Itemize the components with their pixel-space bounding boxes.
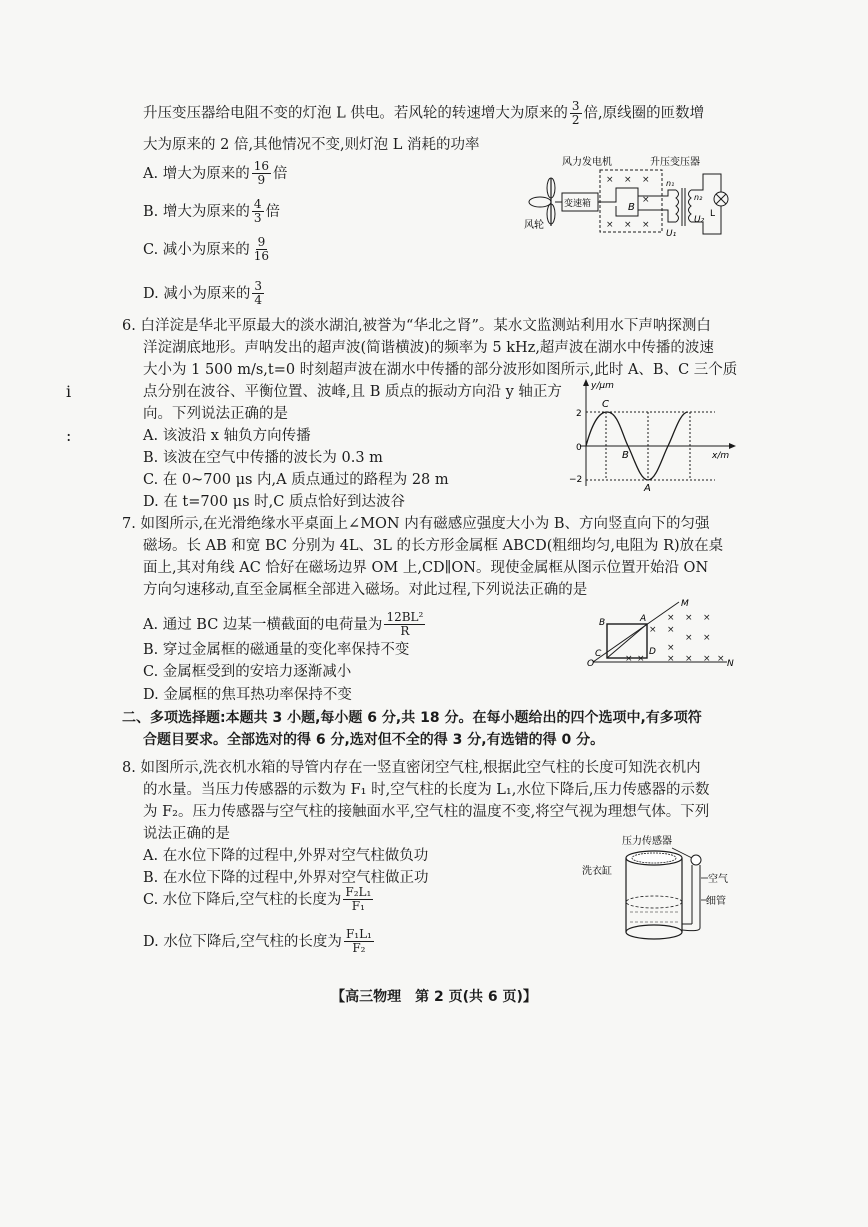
gearbox-label: 变速箱 <box>564 199 592 209</box>
q6-line-2: 洋淀湖底地形。声呐发出的超声波(简谐横波)的频率为 5 kHz,超声波在湖水中传播的波速 <box>143 340 714 356</box>
frac-den: 9 <box>257 173 266 187</box>
q7-line-4: 方向匀速移动,直至金属框全部进入磁场。对此过程,下列说法正确的是 <box>143 582 588 598</box>
point-N-label: N <box>727 659 734 669</box>
frac-num: 3 <box>571 99 580 113</box>
cross: × <box>606 220 614 230</box>
option-fraction <box>344 928 374 955</box>
cross: × <box>624 175 632 185</box>
option-suffix: 倍 <box>265 203 281 220</box>
lamp-icon <box>714 192 728 206</box>
generator-label: 风力发电机 <box>562 157 612 168</box>
q5-option-d <box>143 280 266 307</box>
frac-den: 3 <box>253 211 262 225</box>
q6-option-c: C. 在 0~700 μs 内,A 质点通过的路程为 28 m <box>143 472 449 488</box>
tube-label: 细管 <box>706 896 726 907</box>
cross: × <box>642 220 650 230</box>
q5-line1-suffix: 倍,原线圈的匝数增 <box>583 105 705 122</box>
option-fraction <box>384 611 425 638</box>
option-fraction <box>252 280 264 307</box>
section2-heading-line2: 合题目要求。全部选对的得 6 分,选对但不全的得 3 分,有选错的得 0 分。 <box>143 732 605 748</box>
cross: × <box>667 625 675 635</box>
q7-option-a <box>143 611 427 638</box>
frac-den: R <box>400 624 410 638</box>
frac-den: F₂ <box>352 941 366 955</box>
q7-option-b: B. 穿过金属框的磁通量的变化率保持不变 <box>143 642 410 658</box>
y-tick-0: 0 <box>576 443 582 453</box>
q6-line-3: 大小为 1 500 m/s,t=0 时刻超声波在湖水中传播的部分波形如图所示,此时 A、B、C 三个质 <box>143 362 738 378</box>
cross: × <box>642 175 650 185</box>
q6-line-4: 点分别在波谷、平衡位置、波峰,且 B 质点的振动方向沿 y 轴正方 <box>143 384 562 400</box>
corner-D-label: D <box>649 647 656 657</box>
cross: × <box>703 613 711 623</box>
x-axis-label: x/m <box>712 451 730 461</box>
q6-option-d: D. 在 t=700 μs 时,C 质点恰好到达波谷 <box>143 494 405 510</box>
margin-mark-2: : <box>66 426 72 445</box>
page-footer: 【高三物理 第 2 页(共 6 页)】 <box>331 989 537 1005</box>
q8-option-a: A. 在水位下降的过程中,外界对空气柱做负功 <box>143 848 429 864</box>
q6-wave-figure <box>560 376 740 494</box>
wind-wheel-icon <box>529 178 555 226</box>
q8-line-2: 的水量。当压力传感器的示数为 F₁ 时,空气柱的长度为 L₁,水位下降后,压力传感器的示数 <box>143 782 710 798</box>
q6-line-1: 6. 白洋淀是华北平原最大的淡水湖泊,被誉为“华北之肾”。某水文监测站利用水下声呐探测白 <box>122 318 711 334</box>
tub-label: 洗衣缸 <box>582 866 612 877</box>
cross: × <box>642 195 650 205</box>
q8-line-1: 8. 如图所示,洗衣机水箱的导管内存在一竖直密闭空气柱,根据此空气柱的长度可知洗衣机内 <box>122 760 701 776</box>
point-C-label: C <box>602 399 609 410</box>
option-suffix: 倍 <box>272 165 288 182</box>
cross: × <box>703 654 711 664</box>
frac-den: 16 <box>253 249 270 263</box>
q8-option-b: B. 在水位下降的过程中,外界对空气柱做正功 <box>143 870 429 886</box>
q5-option-a <box>143 160 287 187</box>
frac-den: F₁ <box>351 899 365 913</box>
point-M-label: M <box>681 599 689 609</box>
frac-num: 3 <box>254 279 262 293</box>
section2-heading-line1: 二、多项选择题:本题共 3 小题,每小题 6 分,共 18 分。在每小题给出的四个选项中,有多项符 <box>122 710 702 726</box>
option-fraction <box>252 160 271 187</box>
q7-option-c: C. 金属框受到的安培力逐渐减小 <box>143 664 352 680</box>
cross: × <box>625 654 633 664</box>
q8-washer-figure <box>580 832 740 950</box>
option-text: A. 增大为原来的 <box>143 165 250 182</box>
cross: × <box>667 643 675 653</box>
point-O-label: O <box>587 659 595 669</box>
U1-label: U₁ <box>666 229 677 239</box>
cross: × <box>717 654 725 664</box>
field-B-label: B <box>628 202 635 213</box>
q5-circuit-figure <box>518 150 738 240</box>
cross: × <box>606 175 614 185</box>
y-tick-2: 2 <box>576 409 582 419</box>
option-text: B. 增大为原来的 <box>143 203 250 220</box>
cross: × <box>637 654 645 664</box>
q7-line-2: 磁场。长 AB 和宽 BC 分别为 4L、3L 的长方形金属框 ABCD(粗细均匀,电阻为 R)放在桌 <box>143 538 724 554</box>
option-fraction <box>252 198 264 225</box>
option-text: C. 减小为原来的 <box>143 241 250 258</box>
cross: × <box>685 654 693 664</box>
cross: × <box>624 220 632 230</box>
q7-line-1: 7. 如图所示,在光滑绝缘水平桌面上∠MON 内有磁感应强度大小为 B、方向竖直向下的匀强 <box>122 516 710 532</box>
frac-num: F₁L₁ <box>345 927 372 941</box>
U2-label: U₂ <box>694 215 705 225</box>
option-fraction <box>252 236 271 263</box>
q6-line-5: 向。下列说法正确的是 <box>143 406 288 422</box>
point-B-label: B <box>622 450 629 461</box>
corner-C-label: C <box>595 649 602 659</box>
cross: × <box>649 625 657 635</box>
y-tick-minus2: −2 <box>569 475 583 485</box>
q7-magnetic-field-figure <box>585 594 735 669</box>
frac-num: 12BL² <box>386 610 424 624</box>
cross: × <box>703 633 711 643</box>
air-label: 空气 <box>708 874 728 885</box>
cross: × <box>667 654 675 664</box>
option-fraction <box>343 886 373 913</box>
tub-icon <box>626 851 682 939</box>
q6-option-a: A. 该波沿 x 轴负方向传播 <box>143 428 311 444</box>
y-axis-label: y/μm <box>591 381 614 391</box>
corner-B-label: B <box>599 618 606 628</box>
frac-den: 2 <box>571 113 580 127</box>
margin-mark-1: i <box>66 382 72 401</box>
frac-den: 4 <box>254 293 262 307</box>
q5-line-1 <box>143 100 704 127</box>
option-text: A. 通过 BC 边某一横截面的电荷量为 <box>143 616 383 633</box>
frac-num: F₂L₁ <box>345 885 372 899</box>
cross: × <box>685 613 693 623</box>
q6-option-b: B. 该波在空气中传播的波长为 0.3 m <box>143 450 383 466</box>
q7-line-3: 面上,其对角线 AC 恰好在磁场边界 OM 上,CD∥ON。现使金属框从图示位置开始沿 ON <box>143 560 709 576</box>
lamp-L-label: L <box>710 209 716 219</box>
frac-num: 9 <box>257 235 266 249</box>
n2-label: n₂ <box>694 193 703 202</box>
q8-option-c <box>143 886 375 913</box>
q8-option-d <box>143 928 376 955</box>
q8-line-3: 为 F₂。压力传感器与空气柱的接触面水平,空气柱的温度不变,将空气视为理想气体。下列 <box>143 804 710 820</box>
option-text: C. 水位下降后,空气柱的长度为 <box>143 891 342 908</box>
option-text: D. 水位下降后,空气柱的长度为 <box>143 933 342 950</box>
q7-option-d: D. 金属框的焦耳热功率保持不变 <box>143 687 352 703</box>
thin-tube-icon <box>682 855 708 931</box>
q5-line-2: 大为原来的 2 倍,其他情况不变,则灯泡 L 消耗的功率 <box>143 137 480 153</box>
cross: × <box>667 613 675 623</box>
frac-num: 4 <box>253 197 262 211</box>
sensor-label: 压力传感器 <box>622 836 672 847</box>
q5-option-c <box>143 236 273 263</box>
q8-line-4: 说法正确的是 <box>143 826 230 842</box>
corner-A-label: A <box>640 614 647 624</box>
q5-line1-prefix: 升压变压器给电阻不变的灯泡 L 供电。若风轮的转速增大为原来的 <box>143 105 568 122</box>
wheel-label: 风轮 <box>524 220 544 231</box>
q5-option-b <box>143 198 280 225</box>
option-text: D. 减小为原来的 <box>143 285 251 302</box>
n1-label: n₁ <box>666 179 675 188</box>
frac-num: 16 <box>253 159 269 173</box>
point-A-label: A <box>644 483 651 494</box>
transformer-label: 升压变压器 <box>650 157 700 168</box>
cross: × <box>685 633 693 643</box>
q5-fraction <box>570 100 582 127</box>
